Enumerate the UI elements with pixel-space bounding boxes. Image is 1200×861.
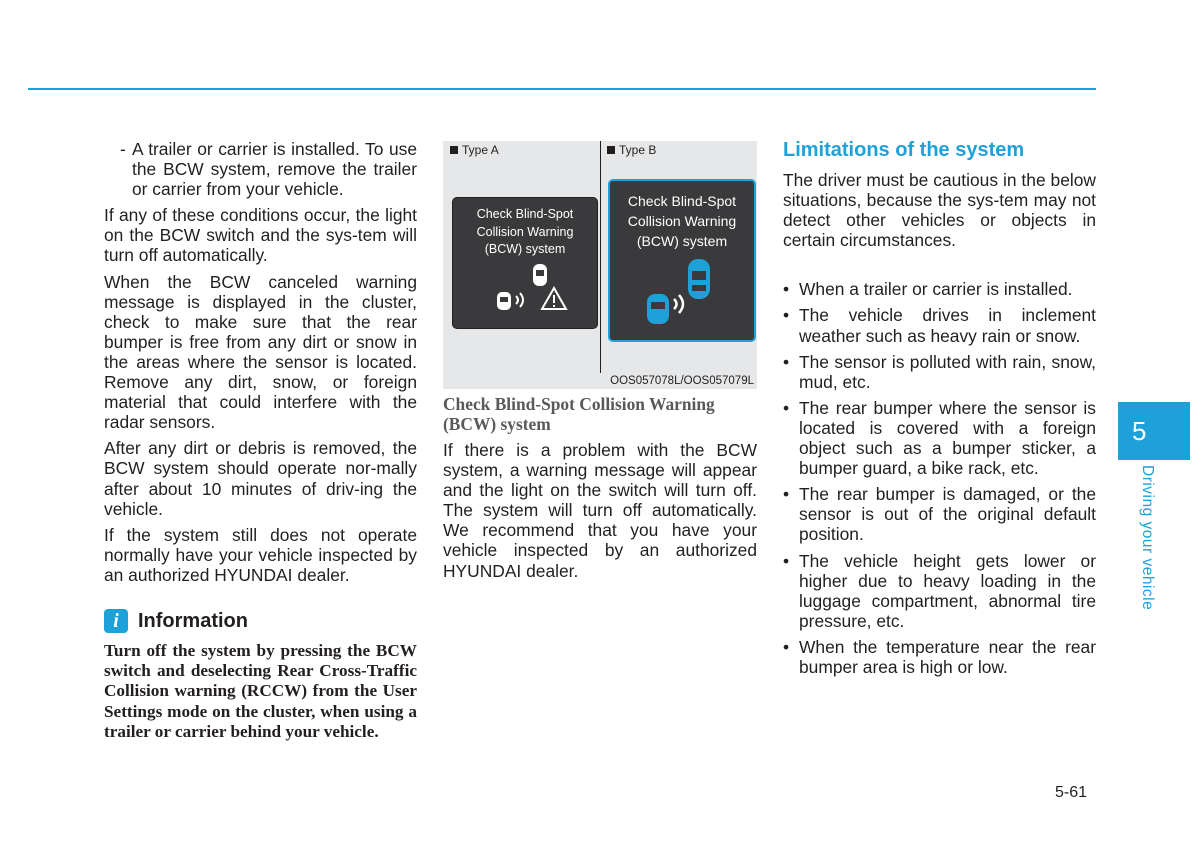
chapter-label: Driving your vehicle — [1139, 465, 1156, 611]
square-bullet-icon — [607, 146, 615, 154]
list-item-text: When a trailer or carrier is installed. — [799, 279, 1073, 300]
bullet-mark: • — [783, 279, 790, 300]
car-icon — [497, 292, 511, 310]
paragraph: If there is a problem with the BCW system, a warning message will appear and the light on the switch will turn off. The system will turn off automatically. We recommend that you have your vehicle inspected by an authorized HYUNDAI dealer. — [443, 440, 757, 581]
type-b-label — [607, 143, 656, 157]
square-bullet-icon — [450, 146, 458, 154]
cluster-panel-type-a — [452, 197, 598, 329]
list-item — [120, 139, 417, 199]
car-icon — [688, 259, 710, 299]
bullet-mark: • — [783, 550, 790, 571]
paragraph: If the system still does not operate normally have your vehicle inspected by an authorized HYUNDAI dealer. — [104, 524, 417, 585]
panel-line: (BCW) system — [484, 242, 566, 256]
list-item-text: The rear bumper is damaged, or the sensor is out of the original default position. — [799, 484, 1096, 545]
list-item — [783, 305, 1096, 345]
dash-mark: - — [120, 139, 126, 159]
list-item — [783, 551, 1096, 631]
list-item-text: The rear bumper where the sensor is located is covered with a foreign object such as a bumper sticker, a bumper guard, a bike rack, etc. — [799, 397, 1096, 479]
list-item — [783, 279, 1096, 299]
list-item-text: When the temperature near the rear bumper area is high or low. — [799, 636, 1096, 677]
column-middle — [443, 440, 757, 587]
info-icon: i — [104, 609, 128, 633]
paragraph: After any dirt or debris is removed, the BCW system should operate nor-mally after about 10 minutes of driv-ing the vehicle. — [104, 438, 417, 519]
list-item-text: The sensor is polluted with rain, snow, mud, etc. — [799, 351, 1096, 392]
information-title: Information — [138, 609, 248, 632]
radar-wave-icon — [674, 295, 683, 313]
figure-divider — [600, 141, 601, 373]
panel-line: Collision Warning — [627, 213, 737, 229]
information-header — [104, 609, 417, 633]
section-title: Limitations of the system — [783, 139, 1025, 161]
header-rule — [28, 88, 1096, 90]
chapter-tab: 5 — [1118, 402, 1190, 460]
bullet-mark: • — [783, 397, 790, 418]
list-item — [783, 484, 1096, 544]
list-item-text: A trailer or carrier is installed. To use the BCW system, remove the trailer or carrier from your vehicle. — [132, 139, 417, 200]
information-text: Turn off the system by pressing the BCW switch and deselecting Rear Cross-Traffic Collision warning (RCCW) from the User Settings mode on the cluster, when using a trailer or carrier behind your vehicle. — [104, 641, 417, 741]
warning-triangle-icon — [542, 288, 566, 309]
limitations-list — [783, 279, 1096, 677]
bcw-warning-figure — [443, 141, 757, 389]
column-left — [104, 139, 417, 591]
paragraph: When the BCW canceled warning message is displayed in the cluster, check to make sure that the rear bumper is free from any dirt or snow in the areas where the sensor is located. Remove any dirt, snow, or foreign material that could interfere with the radar sensors. — [104, 271, 417, 433]
panel-line: Check Blind-Spot — [627, 193, 737, 209]
list-item — [783, 637, 1096, 677]
bullet-mark: • — [783, 351, 790, 372]
panel-line: Check Blind-Spot — [476, 207, 574, 221]
bcw-graphic-b — [610, 181, 754, 340]
cluster-panel-type-b — [608, 179, 756, 342]
bullet-mark: • — [783, 484, 790, 505]
list-item-text: The vehicle drives in inclement weather such as heavy rain or snow. — [799, 305, 1096, 346]
figure-code: OOS057078L/OOS057079L — [610, 375, 754, 387]
page-number: 5-61 — [1055, 784, 1088, 801]
figure-caption: Check Blind-Spot Collision Warning (BCW) system — [443, 394, 715, 435]
type-a-text: Type A — [462, 143, 499, 157]
car-icon — [647, 294, 669, 324]
list-item-text: The vehicle height gets lower or higher due to heavy loading in the luggage compartment, abnormal tire pressure, etc. — [799, 550, 1096, 631]
radar-wave-icon — [516, 293, 523, 307]
type-a-label — [450, 143, 499, 157]
information-box — [104, 609, 417, 742]
panel-line: Collision Warning — [476, 224, 574, 239]
list-item — [783, 398, 1096, 478]
bullet-mark: • — [783, 636, 790, 657]
column-right — [783, 139, 1096, 683]
paragraph: If any of these conditions occur, the light on the BCW switch and the sys-tem will turn off automatically. — [104, 205, 417, 266]
type-b-text: Type B — [619, 143, 657, 157]
car-icon — [533, 264, 547, 286]
panel-line: (BCW) system — [636, 233, 728, 249]
bullet-mark: • — [783, 305, 790, 326]
paragraph: The driver must be cautious in the below situations, because the sys-tem may not detect other vehicles or objects in certain circumstances. — [783, 170, 1096, 251]
list-item — [783, 352, 1096, 392]
bcw-graphic-a — [453, 198, 597, 328]
